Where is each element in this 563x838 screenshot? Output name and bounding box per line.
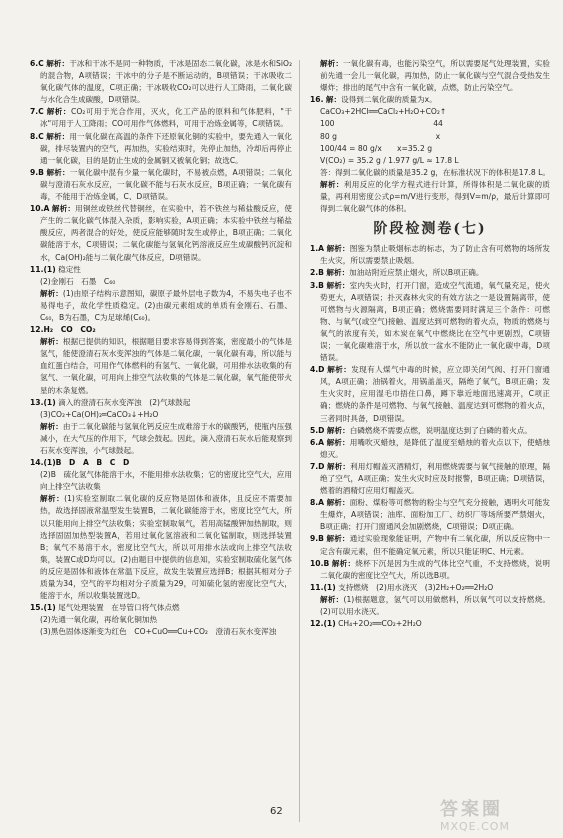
- answer-number: 7.D: [310, 461, 325, 471]
- answer-text: (1)由原子结构示意图知，碳原子最外层电子数为4，不易失电子也不易得电子，故化学性质稳定。(2)由碳元素组成的单质有金刚石、石墨、C₆₀，B为石墨，C为足球烯(C₆₀)。: [40, 288, 292, 322]
- answer-number: 9.B: [30, 167, 44, 177]
- answer-item: [30, 276, 292, 288]
- answer-item: [30, 602, 292, 614]
- answer-number: 2.B: [310, 268, 324, 278]
- answer-item: [310, 106, 550, 118]
- answer-number: 5.D: [310, 425, 325, 435]
- answer-text: 室内失火时，打开门窗，造成空气流通，氧气量充足，使火势更大，A项错误；扑灭森林火灾的有效方法之一是设置隔离带，使可燃物与火源隔离，B项正确；燃烧需要同时满足三个条件：可燃物、与氧气(或空气)接触、温度达到可燃物的着火点，物质的燃烧与氧气的浓度有关，如木炭在氧气中燃烧比在空气中更剧烈，C项错误；一氧化碳难溶于水，所以放一盆水不能防止一氧化碳中毒，D项错误。: [320, 280, 550, 363]
- answer-item: [310, 94, 550, 106]
- answer-text: 由于二氧化碳能与氢氧化钙反应生成难溶于水的碳酸钙，使瓶内压强减小，在大气压的作用下，气球会鼓起。因此，滴入澄清石灰水后能观察到石灰水变浑浊，小气球鼓起。: [40, 421, 293, 455]
- watermark-bottom: MXQE.COM: [440, 820, 510, 833]
- answer-item: [30, 167, 292, 203]
- analysis-label: 解析：: [331, 558, 356, 568]
- answer-text: 用一氧化碳在高温的条件下还原氧化铜的实验中，要先通入一氧化碳，排尽装置内的空气，再加热，实验结束时，先停止加热，冷却后再停止通一氧化碳，目的是防止生成的金属铜又被氧化铜；故选C。: [40, 131, 293, 165]
- answer-text: 尾气处理装置 在导管口将气体点燃: [58, 603, 180, 613]
- answer-item: [30, 626, 292, 638]
- page-number: 62: [270, 806, 283, 817]
- answer-item: [30, 324, 292, 336]
- answer-number: 3.B: [310, 280, 324, 290]
- answer-item: [30, 288, 292, 324]
- analysis-label: 解析：: [326, 244, 350, 254]
- answer-item: [310, 155, 550, 167]
- answer-number: 10.A: [30, 204, 50, 214]
- right-column: [310, 58, 550, 630]
- answer-item: [30, 614, 292, 626]
- answer-item: [30, 336, 292, 396]
- answer-number: 14.(1)B D A B C D: [30, 458, 130, 468]
- answer-text: (2)先通一氧化碳，再给氧化铜加热: [40, 615, 158, 625]
- answer-text: 利用灯帽盖灭酒精灯，利用燃烧需要与氧气接触的原理，隔绝了空气，A项正确；发生火灾时应及时报警，B项正确；D项错误，燃着的酒精灯应用灯帽盖灭。: [320, 461, 551, 496]
- answer-item: [310, 437, 550, 461]
- answer-item: [310, 618, 550, 630]
- analysis-label: 解析：: [40, 337, 63, 347]
- analysis-label: 解析：: [320, 59, 344, 68]
- answer-item: [310, 131, 550, 143]
- answer-item: [30, 397, 292, 409]
- answer-number: 10.B: [310, 558, 330, 568]
- answer-item: [310, 497, 550, 533]
- answer-text: (2)金刚石 石墨 C₆₀: [40, 276, 116, 286]
- analysis-label: 解析：: [326, 425, 350, 435]
- answer-item: [310, 558, 550, 582]
- left-column: [30, 58, 292, 639]
- answer-number: 6.A: [310, 437, 325, 447]
- answer-text: 100 44: [320, 119, 443, 129]
- answer-number: 8.A: [310, 498, 325, 508]
- answer-item: [310, 280, 550, 365]
- analysis-label: 解析：: [40, 494, 65, 504]
- answer-item: [310, 118, 550, 130]
- answer-number: 12.H₂ CO CO₂: [30, 325, 96, 335]
- right-bottom-answers: [310, 243, 550, 630]
- answer-text: 一氧化碳中混有少量一氧化碳时，不易被点燃，A项错误；二氧化碳与澄清石灰水反应，一氧化碳不能与石灰水反应，B项正确；一氧化碳有毒，不能用于冶炼金属，C、D项错误。: [40, 167, 292, 202]
- answer-number: 9.B: [310, 534, 324, 544]
- answer-item: [310, 179, 550, 215]
- column-divider: [299, 60, 300, 822]
- analysis-label: 解析：: [327, 365, 352, 375]
- analysis-label: 解析：: [51, 204, 76, 214]
- answer-item: [30, 409, 292, 421]
- analysis-label: 解析：: [327, 461, 351, 471]
- answer-text: 一氧化碳有毒，也能污染空气，所以需要尾气处理装置，实验前先通一会儿一氧化碳，再加热，防止一氧化碳与空气混合受热发生爆炸；排出的尾气中含有一氧化碳，点燃，防止污染空气。: [320, 59, 551, 93]
- answer-item: [30, 457, 292, 469]
- answer-text: 答：得到二氧化碳的质量是35.2 g，在标准状况下的体积是17.8 L。: [320, 167, 550, 177]
- right-top-answers: [310, 58, 550, 215]
- answer-number: 4.D: [310, 365, 325, 375]
- analysis-label: 解析：: [46, 167, 70, 177]
- answer-item: [310, 461, 550, 497]
- analysis-label: 解析：: [40, 288, 63, 298]
- answer-number: 6.C: [30, 59, 44, 68]
- answer-item: [310, 243, 550, 267]
- answer-item: [310, 533, 550, 557]
- answer-item: [310, 143, 550, 155]
- answer-number: 12.(1): [310, 619, 336, 629]
- answer-item: [310, 58, 550, 94]
- analysis-label: 解析：: [326, 437, 350, 447]
- answer-number: 11.(1): [310, 582, 336, 592]
- answer-text: CO₂可用于光合作用，灭火，化工产品的原料和气体肥料，"干冰"可用于人工降雨；CO可用作气体燃料，可用于冶炼金属等，C项错误。: [40, 107, 292, 129]
- answer-number: 11.(1): [30, 264, 56, 274]
- answer-text: 用嘴吹灭蜡烛，是降低了温度至蜡烛的着火点以下，使蜡烛熄灭。: [320, 437, 550, 459]
- answer-number: 13.(1): [30, 397, 56, 407]
- answer-text: CH₄+2O₂══CO₂+2H₂O: [338, 619, 422, 629]
- watermark-logo: [440, 800, 555, 834]
- answer-text: 稳定性: [58, 264, 81, 274]
- analysis-label: 解析：: [320, 594, 344, 604]
- answer-number: 15.(1): [30, 603, 56, 613]
- answer-text: 面粉、煤粉等可燃物的粉尘与空气充分接触，遇明火可能发生爆炸，A项错误；油库、面粉加工厂、纺织厂等场所要严禁烟火，B项正确；打开门窗通风会加剧燃烧，C项错误；D项正确。: [320, 498, 550, 532]
- answer-item: [310, 582, 550, 594]
- analysis-label: 解析：: [46, 131, 70, 141]
- analysis-label: 解析：: [326, 498, 350, 508]
- answer-item: [30, 264, 292, 276]
- answer-text: (3)CO₂+Ca(OH)₂═CaCO₃↓+H₂O: [40, 409, 159, 419]
- answer-text: 80 g x: [320, 131, 441, 141]
- answer-text: 发现有人煤气中毒的时候，应立即关闭气阀、打开门窗通风，A项正确；油锅着火，用锅盖盖灭，隔绝了氧气，B项正确；发生火灾时，应用湿毛巾捂住口鼻，蹲下靠近地面迅速离开，C项正确；燃烧的条件是可燃物、与氧气接触、温度达到可燃物的着火点，三者同时具备，D项错误。: [320, 365, 551, 423]
- analysis-label: 解析：: [46, 107, 72, 117]
- answer-text: (1)实验室制取二氧化碳的反应物是固体和液体，且反应不需要加热，故选择固液常温型发生装置B，二氧化碳能溶于水，密度比空气大，所以只能用向上排空气法收集；实验室制取氧气，若用高锰酸钾加热制取，则选择固固加热型装置A，若用过氧化氢溶液和二氧化锰制取，则选择装置B；氧气不易溶于水，密度比空气大，所以可用排水法或向上排空气法收集，装置C或D均可以。(2)由题目中提供的信息知，实验室制取硫化氢气体的反应是固体和液体在常温下反应，故发生装置应选择B；根据其相对分子质量为34，空气的平均相对分子质量为29，可知硫化氢的密度比空气大，能溶于水，所以收集装置选D。: [40, 494, 292, 601]
- watermark-top: 答案圈: [440, 799, 503, 820]
- analysis-label: 解析：: [326, 268, 350, 278]
- answer-item: [30, 106, 292, 130]
- answer-text: 白磷燃烧不需要点燃，说明温度达到了白磷的着火点。: [349, 425, 532, 435]
- answer-item: [30, 469, 292, 493]
- answer-number: 7.C: [30, 107, 44, 117]
- answer-text: 滴入的澄清石灰水变浑浊 (2)气球鼓起: [58, 397, 191, 407]
- answer-text: (2)B 硫化氢气体能溶于水，不能用排水法收集；它的密度比空气大，应用向上排空气法收集: [40, 470, 292, 492]
- answer-text: 干冰和干冰不是同一种物质，干冰是固态二氧化碳，冰是水和SiO₂的混合物，A项错误；干冰中的分子是不断运动的，B项错误；干冰吸收二氧化碳气体的温度，C项正确；干冰吸收CO₂可以进行人工降雨，二氧化碳与水化合生成碳酸，D项错误。: [40, 59, 292, 105]
- answer-item: [30, 203, 292, 263]
- analysis-label: 解析：: [40, 421, 63, 431]
- answer-text: 100/44 = 80 g/x x=35.2 g: [320, 143, 433, 153]
- answer-item: [310, 267, 550, 279]
- answer-text: (3)黑色固体逐渐变为红色 CO+CuO══Cu+CO₂ 澄清石灰水变浑浊: [40, 627, 277, 637]
- answer-item: [310, 425, 550, 437]
- answer-text: 用铜丝或铁丝代替铜丝，在实验中，若不铁丝与稀盐酸反应，使产生的二氧化碳气体混入杂质，影响实验，A项正确；本实验中铁丝与稀盐酸反应，两者混合的好处，使反应能够随时发生或停止，B项正确；二氧化碳能溶于水，C项错误；二氧化碳能与氢氧化钙溶液反应生成碳酸钙沉淀和水，Ca(OH)₂能与二氧化碳气体反应，D项错误。: [40, 204, 292, 262]
- answer-item: [310, 364, 550, 424]
- answer-text: 支持燃烧 (2)用水浇灭 (3)2H₂+O₂══2H₂O: [338, 582, 494, 592]
- answer-number: 8.C: [30, 131, 44, 141]
- analysis-label: 解析：: [46, 59, 70, 68]
- answer-item: [30, 58, 292, 106]
- answer-item: [310, 594, 550, 618]
- answer-number: 1.A: [310, 244, 325, 254]
- analysis-label: 解析：: [320, 179, 344, 189]
- answer-item: [30, 493, 292, 602]
- answer-text: 设得到二氧化碳的质量为x。: [341, 95, 437, 105]
- answer-text: 通过实验现象能证明，产物中有二氧化碳，所以反应物中一定含有碳元素，但不能确定氧元素，所以只能证明C、H元素。: [320, 534, 550, 556]
- answer-text: 根据已提供的知识，根据题目要求容易得到答案，密度最小的气体是氢气，能使澄清石灰水变浑浊的气体是二氧化碳，一氧化碳有毒，所以能与血红蛋白结合，可用作气体燃料的有氢气、一氧化碳，可用排水法收集的有氢气、一氧化碳，可用向上排空气法收集的气体是二氧化碳，氧气能使带火星的木条复燃。: [40, 337, 293, 395]
- answer-text: 烧杯下沉是因为生成的气体比空气重，不支持燃烧，说明二氧化碳的密度比空气大，所以选B项。: [320, 558, 551, 580]
- answer-text: CaCO₃+2HCl══CaCl₂+H₂O+CO₂↑: [320, 107, 447, 117]
- analysis-label: 解析：: [326, 534, 350, 544]
- answer-text: (1)根据题意，氢气可以用做燃料，所以氧气可以支持燃烧。(2)可以用水浇灭。: [320, 594, 550, 617]
- answer-item: [310, 167, 550, 179]
- answer-item: [30, 421, 292, 457]
- answer-text: 利用反应的化学方程式进行计算，所得体积是二氧化碳的质量，再利用密度公式ρ=m/V进行变形，得到V=m/ρ，最后计算即可得到二氧化碳气体的体积。: [320, 179, 551, 214]
- section-title: 阶段检测卷(七): [373, 221, 487, 238]
- analysis-label: 解析：: [326, 280, 350, 290]
- analysis-label: 解：: [325, 95, 342, 105]
- answer-text: 图鉴为禁止吸烟标志的标志，为了防止含有可燃物的场所发生火灾，所以需要禁止吸烟。: [320, 244, 550, 266]
- answer-item: [30, 131, 292, 167]
- answer-text: 加油站附近应禁止烟火，所以B项正确。: [349, 268, 484, 278]
- answer-number: 16.: [310, 95, 324, 105]
- answer-text: V(CO₂) = 35.2 g / 1.977 g/L ≈ 17.8 L: [320, 155, 459, 165]
